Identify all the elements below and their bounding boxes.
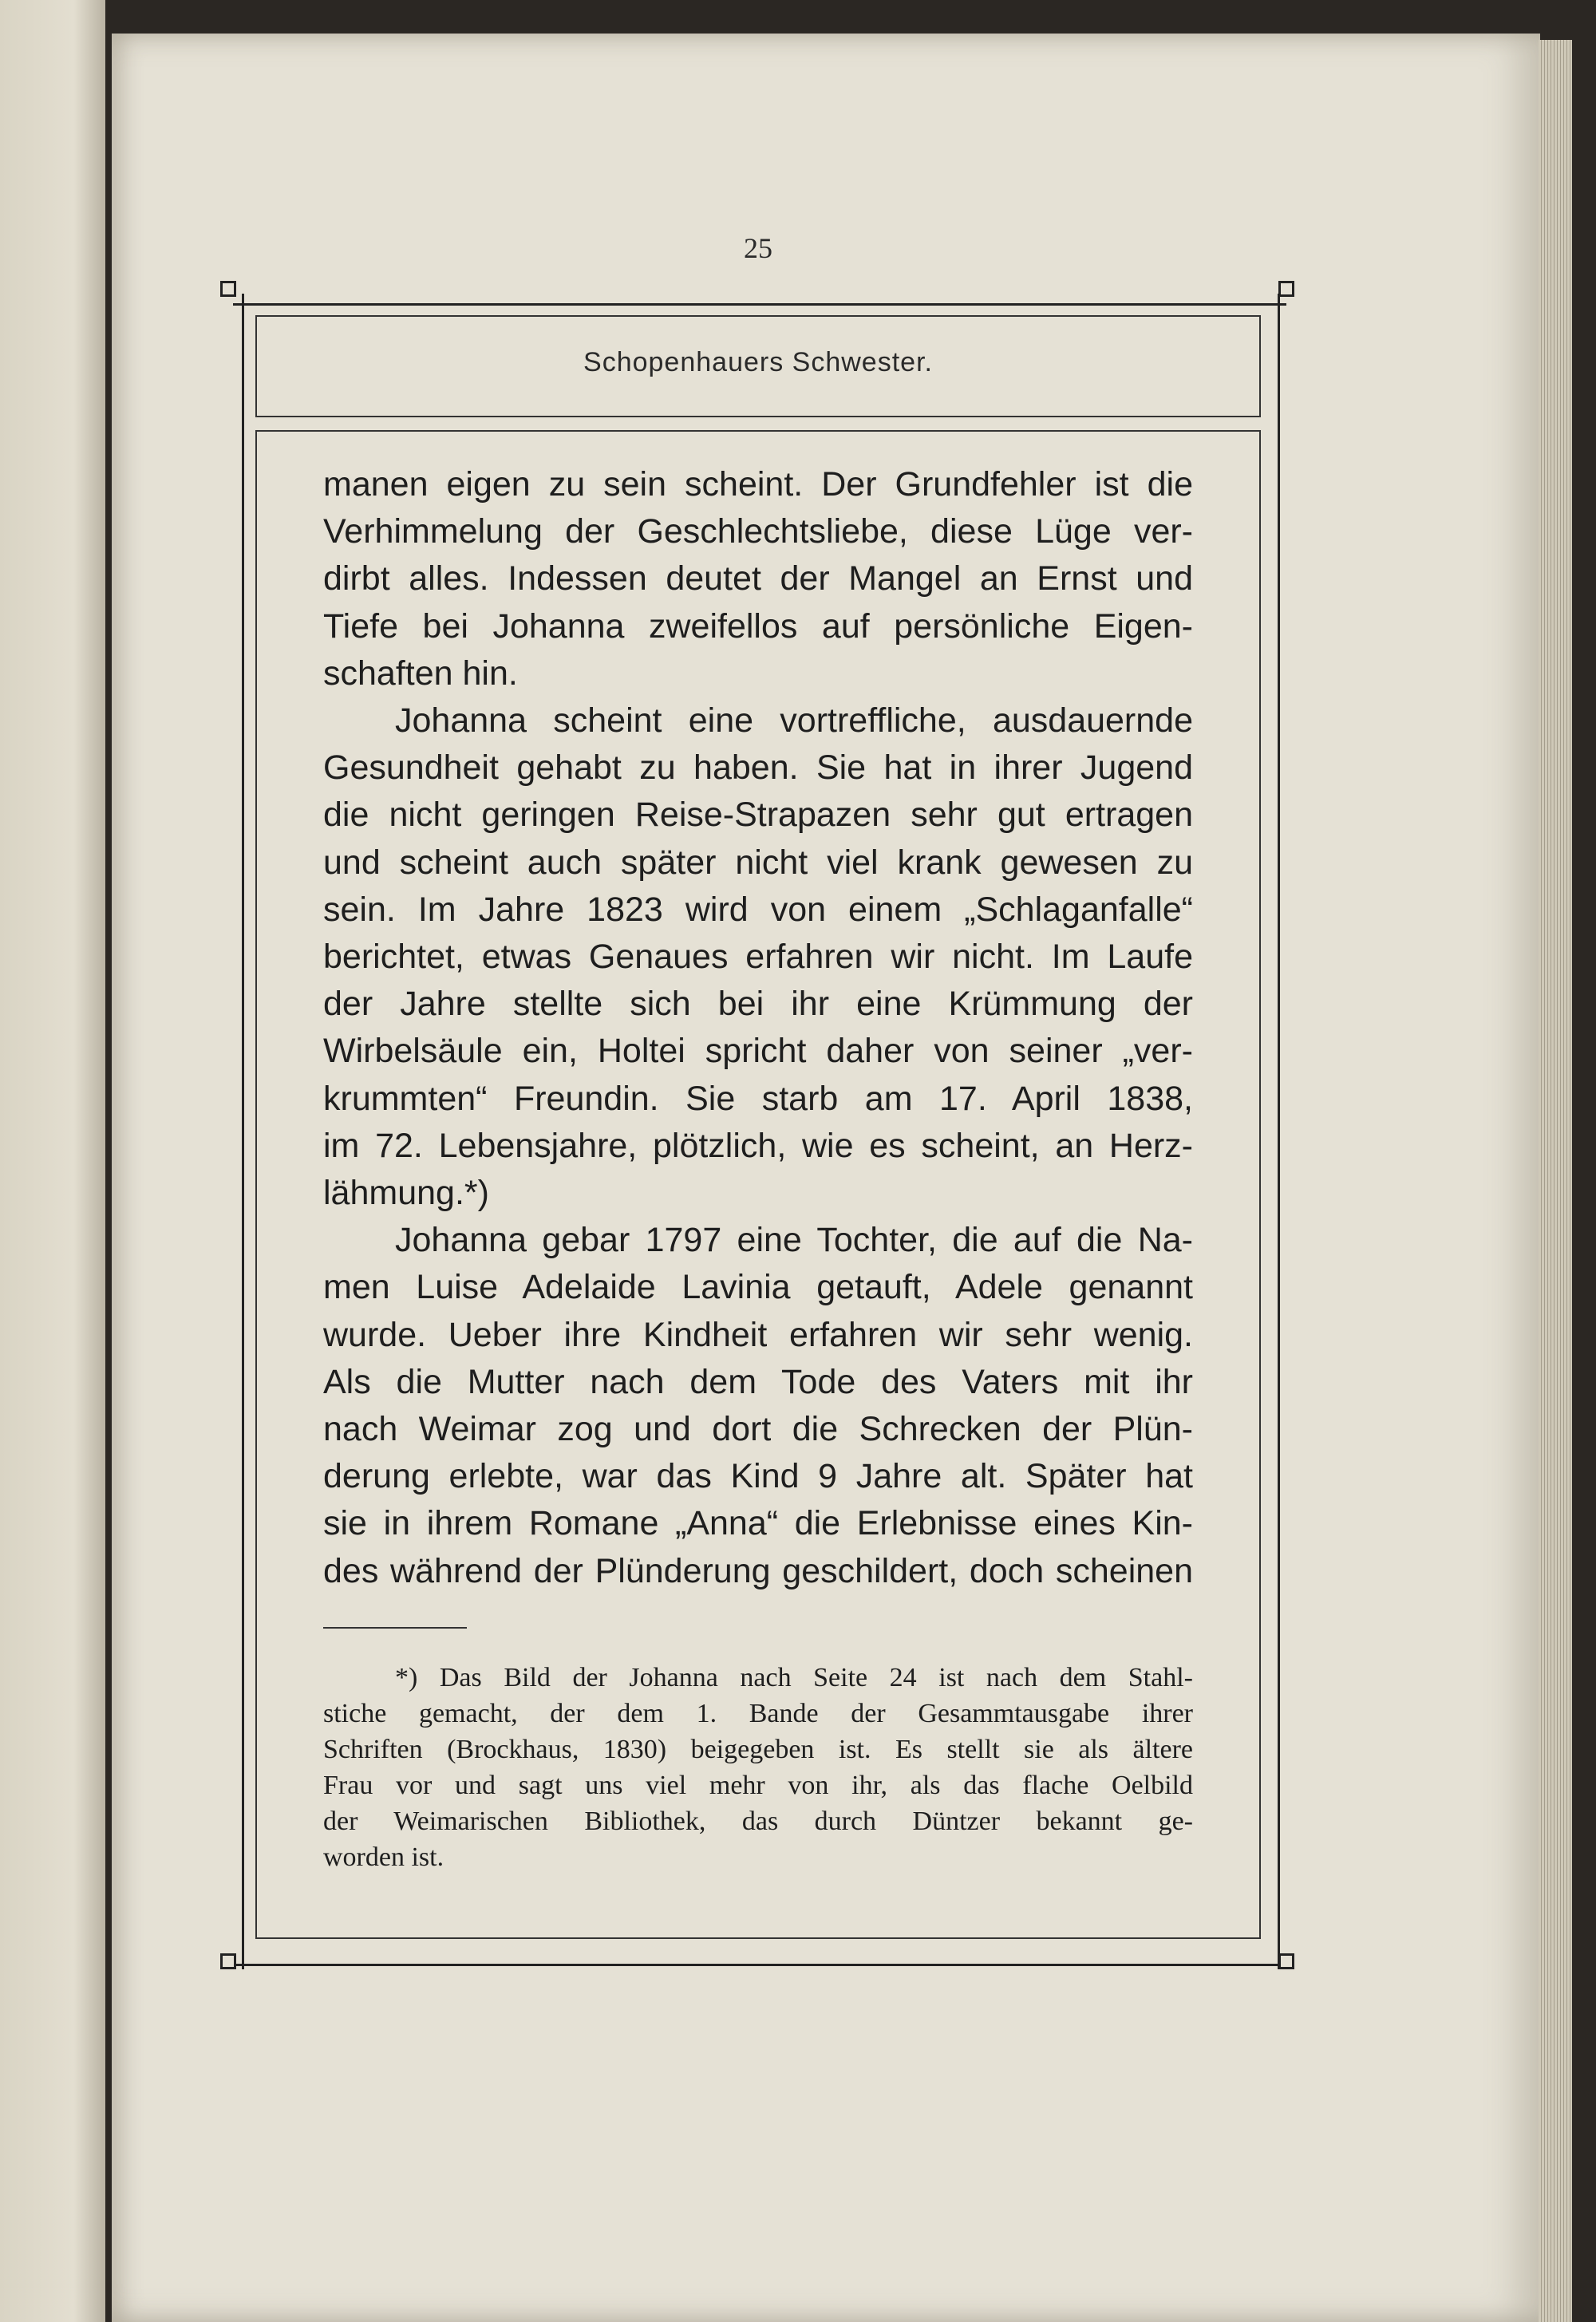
body-line: sein. Im Jahre 1823 wird von einem „Schlaganfalle“ <box>323 890 1193 929</box>
body-line: Tiefe bei Johanna zweifellos auf persönliche Eigen- <box>323 606 1193 646</box>
body-line: Johanna gebar 1797 eine Tochter, die auf die Na- <box>395 1221 1193 1260</box>
page-number: 25 <box>744 232 772 264</box>
running-head: Schopenhauers Schwester. <box>583 347 933 377</box>
footnote <box>323 1660 1193 1875</box>
footnote-line: *) Das Bild der Johanna nach Seite 24 ist nach dem Stahl- <box>395 1663 1193 1692</box>
body-box-right <box>1259 430 1261 1939</box>
body-line: nach Weimar zog und dort die Schrecken der Plün- <box>323 1410 1193 1449</box>
frame-top-line <box>233 303 1286 306</box>
body-line: die nicht geringen Reise-Strapazen sehr gut ertragen <box>323 796 1193 835</box>
body-text <box>323 461 1193 1595</box>
frame-left-line <box>242 294 244 1969</box>
footnote-line: Schriften (Brockhaus, 1830) beigegeben ist. Es stellt sie als ältere <box>323 1735 1193 1764</box>
facing-page-edge <box>0 0 105 2322</box>
body-line: men Luise Adelaide Lavinia getauft, Adele genannt <box>323 1268 1193 1307</box>
body-line: sie in ihrem Romane „Anna“ die Erlebnisse eines Kin- <box>323 1504 1193 1543</box>
page-stack-edges <box>1539 40 1572 2322</box>
footnote-line: Frau vor und sagt uns viel mehr von ihr, als das flache Oelbild <box>323 1771 1193 1800</box>
header-box-top <box>255 315 1261 317</box>
body-line: lähmung.*) <box>323 1174 489 1213</box>
body-line: Gesundheit gehabt zu haben. Sie hat in ihrer Jugend <box>323 748 1193 788</box>
body-line: und scheint auch später nicht viel krank gewesen zu <box>323 843 1193 882</box>
frame-bottom-line <box>233 1964 1286 1966</box>
footnote-line: worden ist. <box>323 1842 444 1872</box>
frame-corner-bottom-right <box>1278 1953 1294 1969</box>
body-line: manen eigen zu sein scheint. Der Grundfehler ist die <box>323 465 1193 503</box>
footnote-separator <box>323 1627 467 1629</box>
body-line: krummten“ Freundin. Sie starb am 17. April 1838, <box>323 1079 1193 1118</box>
body-line: des während der Plünderung geschildert, doch scheinen <box>323 1551 1193 1590</box>
body-line: Verhimmelung der Geschlechtsliebe, diese Lüge ver- <box>323 512 1193 551</box>
body-line: derung erlebte, war das Kind 9 Jahre alt. Später hat <box>323 1457 1193 1496</box>
body-box-bottom <box>255 1937 1261 1939</box>
header-box-bottom <box>255 416 1261 417</box>
frame-corner-top-right <box>1278 281 1294 297</box>
frame-right-line <box>1278 294 1280 1969</box>
body-box-top <box>255 430 1261 432</box>
frame-corner-bottom-left <box>220 1953 236 1969</box>
frame-corner-top-left <box>220 281 236 297</box>
body-line: dirbt alles. Indessen deutet der Mangel an Ernst und <box>323 559 1193 598</box>
body-line: Johanna scheint eine vortreffliche, ausdauernde <box>395 701 1193 740</box>
footnote-line: stiche gemacht, der dem 1. Bande der Gesammtausgabe ihrer <box>323 1699 1193 1728</box>
body-line: Als die Mutter nach dem Tode des Vaters mit ihr <box>323 1362 1193 1401</box>
body-line: schaften hin. <box>323 654 518 693</box>
body-box-left <box>255 430 257 1939</box>
body-line: der Jahre stellte sich bei ihr eine Krümmung der <box>323 985 1193 1024</box>
body-line: berichtet, etwas Genaues erfahren wir nicht. Im Laufe <box>323 938 1193 977</box>
body-line: im 72. Lebensjahre, plötzlich, wie es scheint, an Herz- <box>323 1126 1193 1165</box>
footnote-line: der Weimarischen Bibliothek, das durch Düntzer bekannt ge- <box>323 1807 1193 1836</box>
body-line: Wirbelsäule ein, Holtei spricht daher von seiner „ver- <box>323 1032 1193 1071</box>
body-line: wurde. Ueber ihre Kindheit erfahren wir sehr wenig. <box>323 1315 1193 1354</box>
